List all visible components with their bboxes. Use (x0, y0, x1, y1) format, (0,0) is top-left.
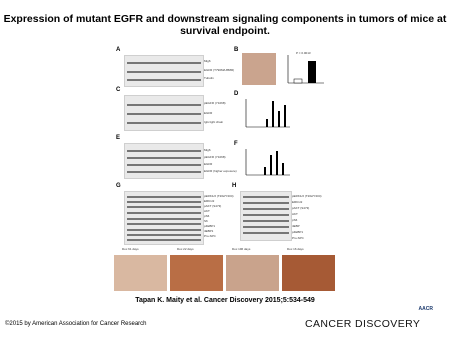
slide-title (0, 13, 450, 37)
label-a-2: EGFR (T790M/L858R) (204, 68, 235, 72)
slide-title-line-2: survival endpoint. (180, 25, 270, 37)
label-h-4: AKT (292, 212, 298, 216)
label-h-2: ERK1/2 (292, 200, 303, 204)
journal-logo (305, 306, 433, 334)
label-g-8: 4EBP1 (204, 229, 214, 233)
label-h-8: Pro-SPC (292, 236, 304, 240)
panel-label-f: F (234, 141, 238, 147)
bar-plot-d (242, 97, 292, 131)
micrograph-3 (226, 255, 279, 291)
label-g-2: ERK1/2 (204, 199, 215, 203)
citation: Tapan K. Maity et al. Cancer Discovery 2015;5:534-549 (135, 297, 315, 304)
bar-plot-f (242, 147, 292, 179)
label-g-4: AKT (204, 209, 210, 213)
copyright-notice: ©2015 by American Association for Cancer Research (5, 321, 147, 327)
label-a-3: Tubulin (204, 76, 214, 80)
label-g-1: pERK1/2 (T202/Y204) (204, 194, 234, 198)
panel-label-c: C (116, 87, 121, 93)
western-blot-c (124, 95, 204, 131)
label-h-5: pS6 (292, 218, 298, 222)
panel-label-e: E (116, 135, 121, 141)
label-g-9: Pro-SPC (204, 234, 216, 238)
micro-caption-4: Dox 16 days (287, 247, 304, 251)
label-c-1: pEGFR (Y1068) (204, 101, 226, 105)
label-g-6: S6 (204, 219, 208, 223)
slide-title-line-1: Expression of mutant EGFR and downstream signaling components in tumors of mice at (3, 13, 447, 25)
panel-label-h: H (232, 183, 237, 189)
label-e-2: pEGFR (Y1068) (204, 155, 226, 159)
label-e-3: EGFR (204, 162, 213, 166)
bar-plot-b (282, 53, 326, 89)
panel-label-g: G (116, 183, 121, 189)
label-h-6: 4EBP (292, 224, 300, 228)
panel-label-a: A (116, 47, 121, 53)
journal-logo-text: CANCER DISCOVERY (305, 318, 421, 330)
micrograph-b (242, 53, 276, 85)
micro-caption-3: Dox 196 days (232, 247, 251, 251)
label-a-1: Mig6 (204, 59, 211, 63)
western-blot-a (124, 55, 204, 87)
label-h-3: pAKT (S473) (292, 206, 310, 210)
label-h-1: pERK1/2 (T202/Y204) (292, 194, 322, 198)
micrograph-1 (114, 255, 167, 291)
label-c-2: EGFR (204, 111, 213, 115)
micro-caption-1: Dox 61 days (122, 247, 139, 251)
stat-b: P = 0.0013 (296, 51, 311, 55)
label-g-5: pS6 (204, 214, 210, 218)
panel-label-b: B (234, 47, 239, 53)
micro-caption-2: Dox 22 days (177, 247, 194, 251)
label-g-7: p4EBP1 (204, 224, 216, 228)
micrograph-2 (170, 255, 223, 291)
label-e-1: Mig6 (204, 148, 211, 152)
label-c-3: IgG light chain (204, 120, 224, 124)
label-h-7: p4EBP1 (292, 230, 304, 234)
western-blot-h (240, 191, 292, 241)
panel-label-d: D (234, 91, 239, 97)
western-blot-g (124, 191, 204, 245)
figure-panel (114, 47, 336, 293)
label-g-3: pAKT (S473) (204, 204, 222, 208)
western-blot-e (124, 143, 204, 179)
micrograph-4 (282, 255, 335, 291)
aacr-logo-mark: AACR (418, 306, 433, 312)
label-e-4: EGFR (higher exposure) (204, 169, 237, 173)
